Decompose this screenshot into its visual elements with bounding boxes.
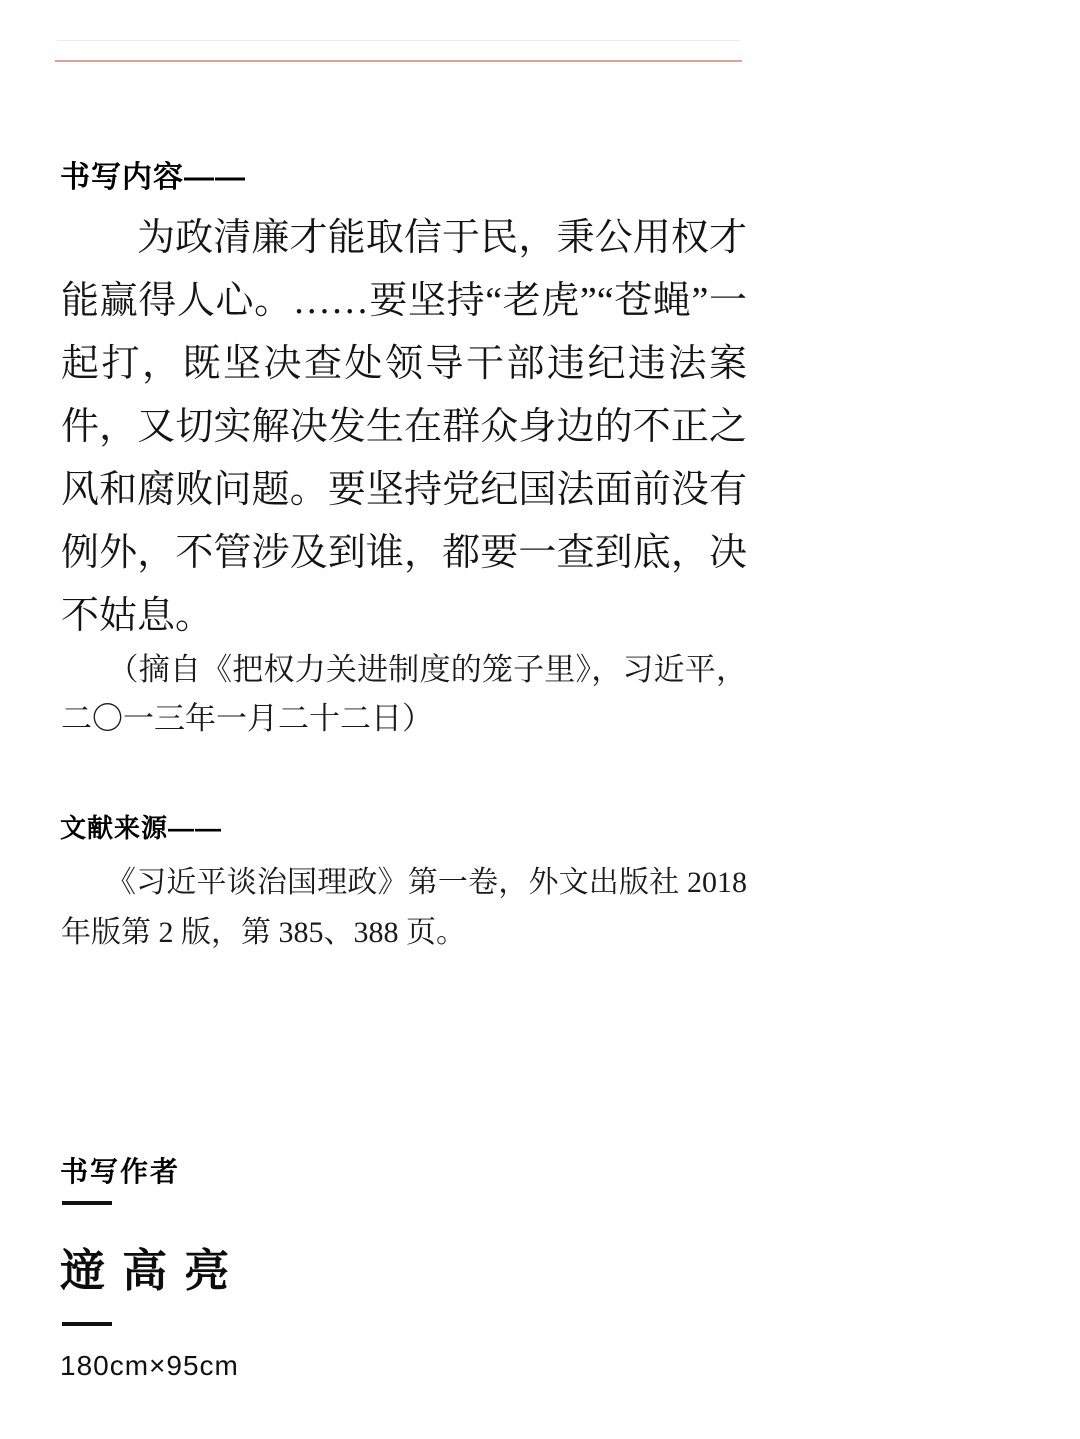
content-section-heading: 书写内容——	[60, 161, 246, 194]
artwork-dimensions: 180cm×95cm	[60, 1350, 239, 1381]
top-faint-divider	[57, 40, 740, 41]
calligraphy-content-text: 为政清廉才能取信于民，秉公用权才能赢得人心。……要坚持“老虎”“苍蝇”一起打，既坚决查处领导干部违纪违法案件，又切实解决发生在群众身边的不正之风和腐败问题。要坚持党纪国法面前没有例外，不管涉及到谁，都要一查到底，决不姑息。	[61, 217, 747, 637]
author-section-heading: 书写作者	[60, 1156, 181, 1187]
source-reference-text: 《习近平谈治国理政》第一卷，外文出版社 2018 年版第 2 版，第 385、388 页。	[61, 866, 747, 949]
author-divider-top	[62, 1201, 112, 1205]
top-accent-divider	[55, 60, 742, 62]
author-name: 遆高亮	[60, 1246, 247, 1296]
author-divider-bottom	[62, 1322, 112, 1326]
source-section-heading: 文献来源——	[60, 813, 223, 843]
citation-text: （摘自《把权力关进制度的笼子里》，习近平，二〇一三年一月二十二日）	[61, 652, 747, 736]
